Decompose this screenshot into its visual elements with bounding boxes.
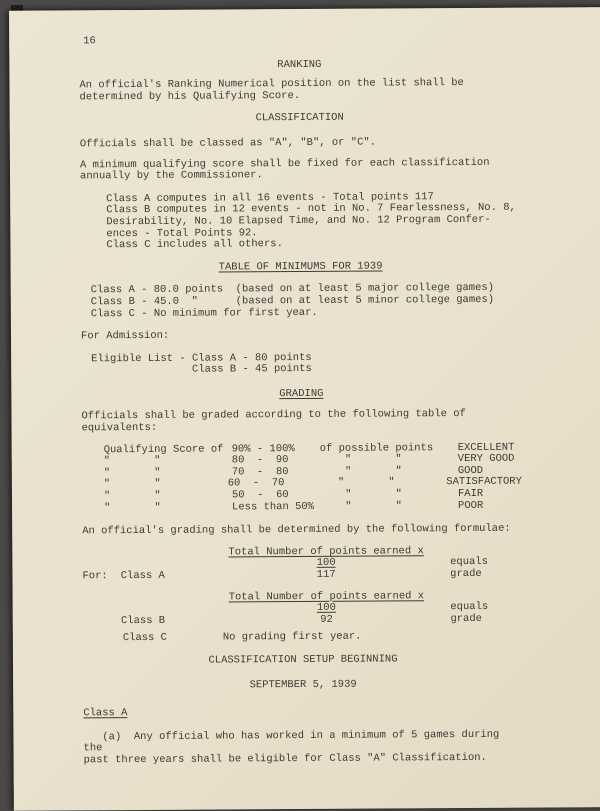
formula-class-a — [82, 545, 522, 582]
grading-possible-label: of possible points — [320, 443, 458, 455]
setup-heading: CLASSIFICATION SETUP BEGINNING — [83, 654, 523, 668]
formula-result: equals grade — [450, 602, 522, 626]
grading-possible-label: " " — [320, 454, 458, 466]
formula-class-label: Class A — [121, 571, 217, 583]
classification-heading: CLASSIFICATION — [80, 112, 520, 126]
formula-denominator: 117 — [216, 569, 436, 582]
class-a-section-paragraph: (a) Any official who has worked in a minimum of 5 games during the past three years shall be eligible for Class "A" Classification. — [83, 729, 523, 766]
formula-numerator: Total Number of points earned x 100 — [216, 591, 436, 616]
eligible-list: Eligible List - Class A - 80 points Class B - 45 points — [91, 351, 521, 377]
grading-possible-label: " " — [320, 501, 458, 513]
formula-class-c — [83, 631, 523, 645]
minimum-class-c-row: Class C - No minimum for first year. — [91, 306, 521, 320]
grading-grade: VERY GOOD — [458, 454, 515, 466]
formulae-intro-paragraph: An official's grading shall be determined by the following formulae: — [82, 524, 522, 538]
formula-note: No grading first year. — [223, 632, 362, 644]
classification-items — [106, 191, 520, 251]
grading-range: 60 - 70 — [228, 478, 313, 490]
grading-range: Less than 50% — [232, 502, 320, 514]
classification-minimum-score-paragraph: A minimum qualifying score shall be fixed for each classification annually by the Commissioner. — [80, 157, 520, 183]
class-a-section-heading: Class A — [83, 706, 523, 720]
classification-classed-paragraph: Officials shall be classed as "A", "B", or "C". — [80, 137, 520, 151]
formula-fraction — [216, 546, 436, 582]
minimums-rows — [91, 283, 521, 320]
minimums-heading: TABLE OF MINIMUMS FOR 1939 — [81, 260, 521, 274]
grading-table-row — [104, 500, 522, 514]
grading-score-label: " " — [104, 456, 232, 468]
ranking-paragraph: An official's Ranking Numerical position on the list shall be determined by his Qualifying Score. — [79, 78, 519, 104]
minimum-class-b-row: Class B - 45.0 " (based on at least 5 minor college games) — [91, 295, 521, 309]
formula-for-label: For: — [82, 571, 120, 583]
grading-range: 90% - 100% — [232, 444, 320, 456]
formula-for-spacer — [83, 633, 123, 645]
formula-class-label: Class B — [121, 615, 217, 627]
grading-grade: POOR — [458, 501, 483, 513]
grading-range: 70 - 80 — [232, 467, 320, 479]
grading-grade: FAIR — [458, 489, 483, 501]
setup-date-heading: SEPTEMBER 5, 1939 — [83, 678, 523, 692]
grading-range: 50 - 60 — [232, 490, 320, 502]
grading-score-label: " " — [104, 502, 232, 514]
page-number: 16 — [83, 34, 519, 48]
grading-possible-label: " " — [313, 478, 447, 490]
document-page — [9, 7, 600, 811]
formula-class-label: Class C — [123, 633, 223, 645]
formula-numerator: Total Number of points earned x 100 — [216, 546, 436, 571]
formula-denominator: 92 — [217, 614, 437, 627]
grading-grade: GOOD — [458, 466, 483, 478]
class-a-computes-item: Class A computes in all 16 events - Total points 117 — [106, 191, 520, 205]
formula-class-b — [83, 590, 523, 627]
ranking-heading: RANKING — [79, 58, 519, 72]
class-c-includes-item: Class C includes all others. — [106, 238, 520, 252]
grading-intro-paragraph: Officials shall be graded according to the following table of equivalents: — [81, 409, 521, 435]
grading-range: 80 - 90 — [232, 455, 320, 467]
grading-possible-label: " " — [320, 466, 458, 478]
grading-heading: GRADING — [81, 388, 521, 402]
class-b-computes-item: Class B computes in 12 events - not in No. 7 Fearlessness, No. 8, Desirability, No. 10 Elapsed Time, and No. 12 Program Confer- ences - Total Points 92. — [106, 203, 520, 240]
grading-table — [104, 442, 522, 514]
admission-label: For Admission: — [81, 329, 521, 343]
grading-possible-label: " " — [320, 489, 458, 501]
grading-score-label: Qualifying Score of — [104, 444, 232, 456]
formula-fraction — [216, 591, 436, 627]
formula-result: equals grade — [450, 557, 522, 581]
grading-score-label: " " — [104, 467, 232, 479]
grading-score-label: " " — [104, 490, 232, 502]
grading-grade: SATISFACTORY — [446, 477, 522, 489]
grading-score-label: " " — [104, 479, 228, 491]
grading-grade: EXCELLENT — [458, 442, 515, 454]
minimum-class-a-row: Class A - 80.0 points (based on at least 5 major college games) — [91, 283, 521, 297]
